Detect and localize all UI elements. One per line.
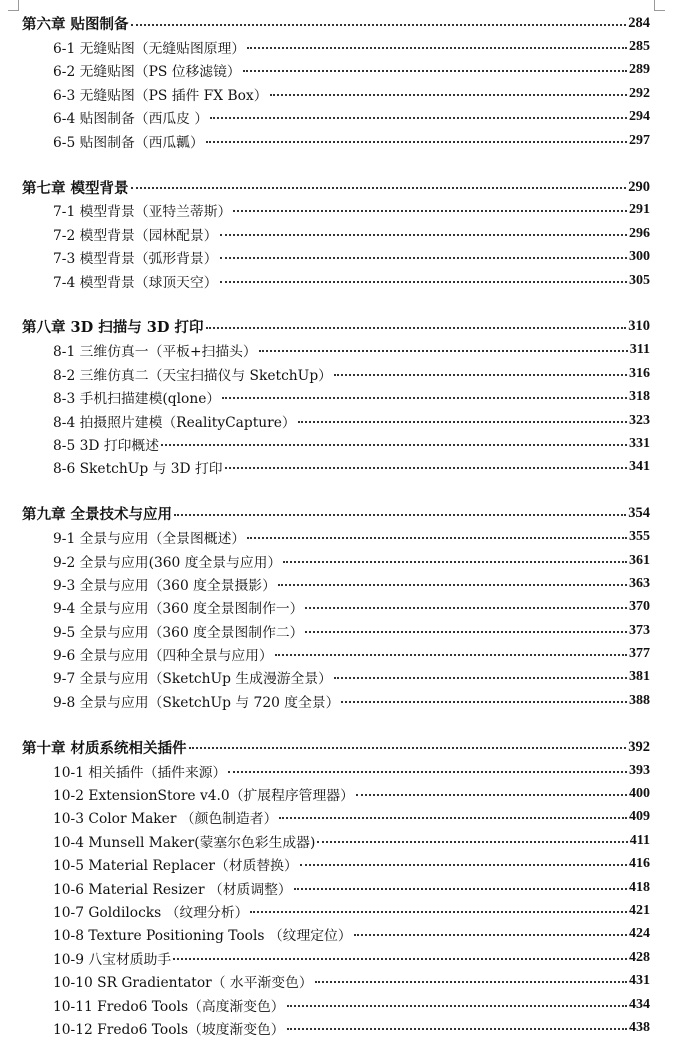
- toc-entry-label: 7-3 模型背景（弧形背景）: [53, 251, 218, 268]
- toc-entry-page-number: 296: [629, 225, 650, 241]
- toc-entry-label: 6-5 贴图制备（西瓜瓤）: [53, 134, 204, 151]
- dot-leader: [250, 911, 627, 913]
- dot-leader: [317, 841, 627, 843]
- chapter-page-number: 284: [628, 15, 650, 32]
- chapter-page-number: 290: [628, 178, 650, 195]
- dot-leader: [228, 771, 627, 773]
- toc-entry-page-number: 381: [629, 669, 650, 685]
- toc-entry-label: 9-2 全景与应用(360 度全景与应用）: [53, 554, 282, 571]
- dot-leader: [233, 210, 627, 212]
- toc-entry-page-number: 291: [629, 202, 650, 218]
- toc-entry-label: 6-1 无缝贴图（无缝贴图原理）: [53, 41, 246, 58]
- toc-entry-label: 10-8 Texture Positioning Tools （纹理定位）: [53, 928, 352, 945]
- dot-leader: [206, 327, 627, 329]
- toc-entry-label: 8-5 3D 打印概述: [53, 437, 160, 454]
- toc-entry-page-number: 311: [629, 342, 650, 358]
- dot-leader: [161, 444, 627, 446]
- dot-leader: [334, 677, 627, 679]
- chapter-title: 第六章 贴图制备: [22, 16, 129, 34]
- toc-entry-label: 7-1 模型背景（亚特兰蒂斯）: [53, 204, 232, 221]
- toc-entry-label: 7-2 模型背景（园林配景）: [53, 227, 218, 244]
- toc-entry-page-number: 400: [629, 786, 650, 802]
- dot-leader: [247, 47, 627, 49]
- toc-entry-row[interactable]: [22, 923, 650, 946]
- toc-entry-page-number: 300: [629, 249, 650, 265]
- toc-entry-label: 10-12 Fredo6 Tools（坡度渐变色）: [53, 1021, 285, 1038]
- toc-entry-page-number: 355: [629, 529, 650, 545]
- toc-entry-row[interactable]: [22, 35, 650, 58]
- toc-entry-row[interactable]: [22, 269, 650, 292]
- toc-entry-row[interactable]: [22, 782, 650, 805]
- toc-entry-label: 7-4 模型背景（球顶天空）: [53, 274, 218, 291]
- dot-leader: [294, 888, 627, 890]
- toc-entry-page-number: 388: [629, 692, 650, 708]
- chapter-heading-row[interactable]: [22, 175, 650, 198]
- chapter-heading-row[interactable]: [22, 315, 650, 338]
- toc-entry-page-number: 289: [629, 62, 650, 78]
- chapter-title: 第十章 材质系统相关插件: [22, 739, 187, 757]
- toc-entry-page-number: 373: [629, 622, 650, 638]
- toc-entry-row[interactable]: [22, 899, 650, 922]
- toc-entry-label: 9-8 全景与应用（SketchUp 与 720 度全景）: [53, 694, 340, 711]
- toc-entry-label: 8-3 手机扫描建模(qlone）: [53, 391, 221, 408]
- toc-entry-row[interactable]: [22, 339, 650, 362]
- toc-entry-row[interactable]: [22, 969, 650, 992]
- toc-entry-label: 10-2 ExtensionStore v4.0（扩展程序管理器）: [53, 788, 354, 805]
- toc-entry-row[interactable]: [22, 409, 650, 432]
- dot-leader: [279, 817, 627, 819]
- chapter-title: 第七章 模型背景: [22, 179, 129, 197]
- page-corner-mark-right: [654, 0, 665, 11]
- dot-leader: [278, 584, 627, 586]
- toc-entry-row[interactable]: [22, 759, 650, 782]
- dot-leader: [305, 631, 627, 633]
- dot-leader: [334, 374, 627, 376]
- dot-leader: [315, 981, 627, 983]
- toc-entry-page-number: 361: [629, 552, 650, 568]
- toc-entry-label: 9-7 全景与应用（SketchUp 生成漫游全景）: [53, 671, 332, 688]
- toc-entry-row[interactable]: [22, 222, 650, 245]
- dot-leader: [225, 467, 627, 469]
- dot-leader: [287, 1028, 627, 1030]
- toc-entry-label: 10-6 Material Resizer （材质调整）: [53, 881, 292, 898]
- dot-leader: [220, 234, 627, 236]
- toc-entry-page-number: 316: [629, 365, 650, 381]
- toc-entry-page-number: 416: [629, 856, 650, 872]
- dot-leader: [305, 607, 627, 609]
- toc-entry-row[interactable]: [22, 619, 650, 642]
- toc-entry-page-number: 292: [629, 85, 650, 101]
- dot-leader: [341, 701, 627, 703]
- toc-entry-page-number: 370: [629, 599, 650, 615]
- dot-leader: [275, 654, 627, 656]
- toc-entry-label: 6-3 无缝贴图（PS 插件 FX Box）: [53, 87, 268, 104]
- table-of-contents: [22, 12, 650, 1040]
- toc-entry-page-number: 424: [629, 926, 650, 942]
- toc-entry-row[interactable]: [22, 59, 650, 82]
- toc-entry-label: 10-7 Goldilocks （纹理分析）: [53, 904, 249, 921]
- toc-entry-row[interactable]: [22, 456, 650, 479]
- toc-entry-row[interactable]: [22, 876, 650, 899]
- toc-entry-page-number: 409: [629, 809, 650, 825]
- toc-entry-label: 6-2 无缝贴图（PS 位移滤镜）: [53, 64, 241, 81]
- toc-entry-label: 9-1 全景与应用（全景图概述）: [53, 531, 246, 548]
- dot-leader: [220, 257, 627, 259]
- toc-entry-label: 9-6 全景与应用（四种全景与应用）: [53, 648, 273, 665]
- dot-leader: [354, 934, 627, 936]
- toc-entry-page-number: 294: [629, 109, 650, 125]
- dot-leader: [283, 561, 627, 563]
- chapter-page-number: 310: [628, 318, 650, 335]
- toc-entry-page-number: 331: [629, 435, 650, 451]
- dot-leader: [247, 537, 627, 539]
- toc-entry-label: 9-5 全景与应用（360 度全景图制作二）: [53, 624, 304, 641]
- dot-leader: [189, 747, 627, 749]
- chapter-page-number: 392: [628, 738, 650, 755]
- chapter-heading-row[interactable]: [22, 502, 650, 525]
- toc-entry-row[interactable]: [22, 642, 650, 665]
- toc-entry-page-number: 318: [629, 389, 650, 405]
- toc-entry-row[interactable]: [22, 946, 650, 969]
- toc-entry-label: 10-5 Material Replacer（材质替换）: [53, 858, 298, 875]
- toc-entry-row[interactable]: [22, 666, 650, 689]
- dot-leader: [131, 24, 627, 26]
- toc-entry-row[interactable]: [22, 106, 650, 129]
- dot-leader: [287, 1005, 627, 1007]
- toc-entry-page-number: 363: [629, 575, 650, 591]
- toc-entry-page-number: 305: [629, 272, 650, 288]
- chapter-heading-row[interactable]: [22, 12, 650, 35]
- dot-leader: [270, 94, 628, 96]
- dot-leader: [259, 350, 628, 352]
- toc-entry-label: 10-11 Fredo6 Tools（高度渐变色）: [53, 998, 285, 1015]
- toc-entry-label: 10-1 相关插件（插件来源）: [53, 764, 227, 781]
- dot-leader: [131, 187, 627, 189]
- toc-entry-row[interactable]: [22, 853, 650, 876]
- toc-entry-page-number: 285: [629, 39, 650, 55]
- toc-entry-label: 8-1 三维仿真一（平板+扫描头）: [53, 344, 257, 361]
- toc-entry-row[interactable]: [22, 596, 650, 619]
- toc-entry-label: 10-4 Munsell Maker(蒙塞尔色彩生成器): [53, 834, 316, 851]
- chapter-title: 第八章 3D 扫描与 3D 打印: [22, 319, 204, 337]
- toc-entry-label: 10-10 SR Gradientator（ 水平渐变色）: [53, 975, 313, 992]
- toc-entry-page-number: 431: [629, 973, 650, 989]
- toc-entry-page-number: 377: [629, 646, 650, 662]
- chapter-heading-row[interactable]: [22, 736, 650, 759]
- dot-leader: [173, 958, 627, 960]
- dot-leader: [174, 514, 626, 516]
- toc-entry-label: 8-2 三维仿真二（天宝扫描仪与 SketchUp）: [53, 367, 332, 384]
- toc-entry-row[interactable]: [22, 829, 650, 852]
- toc-entry-page-number: 341: [629, 459, 650, 475]
- toc-entry-page-number: 411: [629, 832, 650, 848]
- toc-entry-label: 9-3 全景与应用（360 度全景摄影）: [53, 577, 276, 594]
- toc-entry-label: 9-4 全景与应用（360 度全景图制作一）: [53, 601, 304, 618]
- chapter-title: 第九章 全景技术与应用: [22, 506, 173, 524]
- toc-entry-page-number: 428: [629, 949, 650, 965]
- toc-entry-row[interactable]: [22, 199, 650, 222]
- toc-entry-row[interactable]: [22, 362, 650, 385]
- toc-entry-row[interactable]: [22, 246, 650, 269]
- toc-entry-label: 6-4 贴图制备（西瓜皮 ）: [53, 111, 209, 128]
- dot-leader: [206, 141, 627, 143]
- toc-entry-row[interactable]: [22, 432, 650, 455]
- dot-leader: [243, 70, 627, 72]
- toc-entry-page-number: 421: [629, 902, 650, 918]
- dot-leader: [220, 281, 627, 283]
- toc-entry-row[interactable]: [22, 82, 650, 105]
- toc-entry-label: 8-6 SketchUp 与 3D 打印: [53, 461, 223, 478]
- toc-entry-row[interactable]: [22, 549, 650, 572]
- toc-entry-row[interactable]: [22, 572, 650, 595]
- toc-entry-page-number: 438: [629, 1019, 650, 1035]
- toc-entry-row[interactable]: [22, 129, 650, 152]
- dot-leader: [356, 794, 627, 796]
- page-corner-mark-left: [8, 0, 19, 11]
- toc-entry-page-number: 434: [629, 996, 650, 1012]
- toc-entry-label: 8-4 拍摄照片建模（RealityCapture）: [53, 414, 296, 431]
- toc-entry-page-number: 393: [629, 762, 650, 778]
- toc-entry-page-number: 297: [629, 132, 650, 148]
- toc-entry-page-number: 418: [629, 879, 650, 895]
- toc-entry-label: 10-9 八宝材质助手: [53, 951, 172, 968]
- toc-entry-row[interactable]: [22, 689, 650, 712]
- toc-entry-label: 10-3 Color Maker （颜色制造者）: [53, 811, 278, 828]
- dot-leader: [222, 397, 627, 399]
- dot-leader: [300, 864, 627, 866]
- toc-entry-row[interactable]: [22, 385, 650, 408]
- toc-entry-row[interactable]: [22, 993, 650, 1016]
- dot-leader: [210, 117, 627, 119]
- chapter-page-number: 354: [628, 505, 650, 522]
- toc-entry-row[interactable]: [22, 806, 650, 829]
- toc-entry-row[interactable]: [22, 1016, 650, 1039]
- toc-entry-row[interactable]: [22, 525, 650, 548]
- toc-entry-page-number: 323: [629, 412, 650, 428]
- dot-leader: [298, 421, 627, 423]
